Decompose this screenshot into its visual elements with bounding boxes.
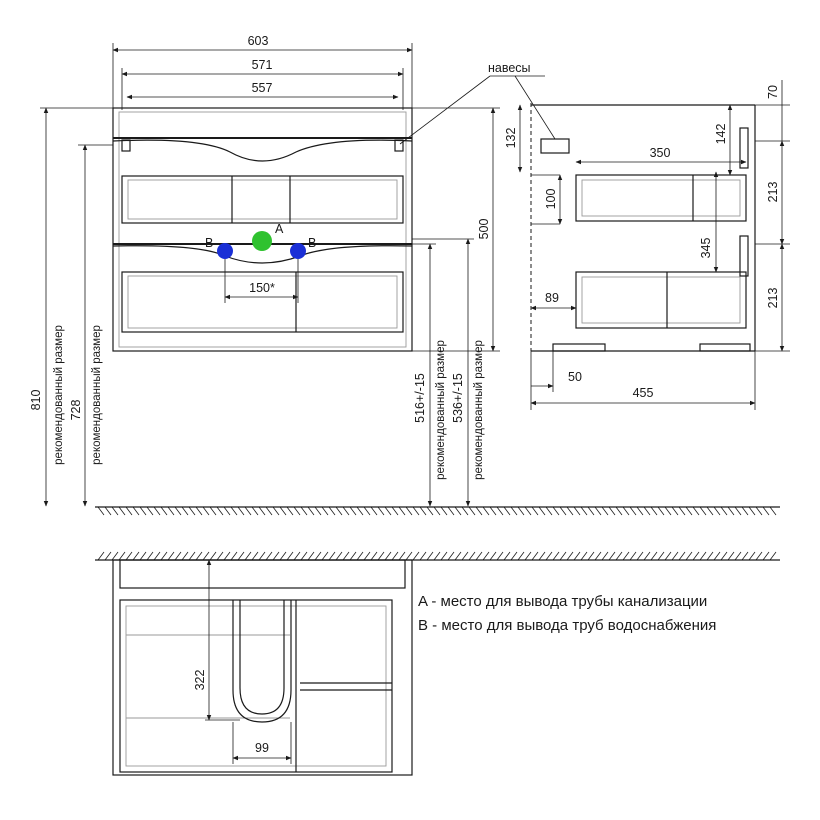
hatch-stroke <box>203 552 209 560</box>
hatch-stroke <box>343 507 349 515</box>
side-foot <box>553 344 605 351</box>
hatch-stroke <box>203 507 209 515</box>
hatch-stroke <box>441 552 447 560</box>
recommended-text-3: рекомендованный размер <box>435 340 447 480</box>
hatch-stroke <box>644 507 650 515</box>
hatch-stroke <box>140 507 146 515</box>
hatch-stroke <box>700 507 706 515</box>
hatch-stroke <box>147 552 153 560</box>
hatch-stroke <box>427 507 433 515</box>
hatch-stroke <box>567 552 573 560</box>
hatch-stroke <box>672 552 678 560</box>
hatch-stroke <box>196 507 202 515</box>
hatch-stroke <box>126 552 132 560</box>
hatch-stroke <box>476 552 482 560</box>
hatch-stroke <box>525 507 531 515</box>
hatch-stroke <box>294 552 300 560</box>
hatch-stroke <box>756 507 762 515</box>
dim-142-text: 142 <box>714 123 728 145</box>
hatch-stroke <box>399 552 405 560</box>
dim-150-text: 150* <box>249 281 275 295</box>
hatch-stroke <box>455 552 461 560</box>
hatch-stroke <box>280 507 286 515</box>
hatch-stroke <box>637 507 643 515</box>
hatch-stroke <box>567 507 573 515</box>
hatch-stroke <box>371 552 377 560</box>
hatch-stroke <box>574 507 580 515</box>
hatch-stroke <box>364 507 370 515</box>
hatch-stroke <box>630 552 636 560</box>
hatch-stroke <box>217 552 223 560</box>
hatch-stroke <box>105 507 111 515</box>
hatch-stroke <box>602 552 608 560</box>
hatch-stroke <box>154 507 160 515</box>
hatch-stroke <box>273 507 279 515</box>
hatch-stroke <box>770 507 776 515</box>
right-dimensions <box>412 239 485 506</box>
dim-350-text: 350 <box>649 146 671 160</box>
hatch-stroke <box>161 552 167 560</box>
dim-100-text: 100 <box>544 188 558 210</box>
hatch-stroke <box>413 552 419 560</box>
hatch-stroke <box>560 507 566 515</box>
hatch-stroke <box>196 552 202 560</box>
dim-516-text: 516+/-15 <box>413 373 427 423</box>
hatch-stroke <box>644 552 650 560</box>
hatch-stroke <box>665 552 671 560</box>
side-foot <box>700 344 750 351</box>
hatch-stroke <box>315 552 321 560</box>
hatch-stroke <box>168 552 174 560</box>
hatch-stroke <box>266 507 272 515</box>
dim-213-bottom-text: 213 <box>766 287 780 309</box>
marker-b-left-label: B <box>205 236 214 250</box>
dim-99-text: 99 <box>255 741 269 755</box>
hatch-stroke <box>245 552 251 560</box>
hatch-stroke <box>336 507 342 515</box>
dim-728-text: 728 <box>69 399 83 421</box>
hatch-stroke <box>280 552 286 560</box>
hatch-stroke <box>224 552 230 560</box>
hinge-box <box>541 139 569 153</box>
hatch-stroke <box>161 507 167 515</box>
legend-line-b: B - место для вывода труб водоснабжения <box>418 617 717 634</box>
hatch-stroke <box>560 552 566 560</box>
hatch-stroke <box>490 552 496 560</box>
hatch-stroke <box>714 507 720 515</box>
hatch-stroke <box>686 552 692 560</box>
recommended-text-4: рекомендованный размер <box>473 340 485 480</box>
basin-curve <box>113 140 412 161</box>
hatch-stroke <box>154 552 160 560</box>
hatch-stroke <box>763 507 769 515</box>
floor-hatching <box>98 507 776 515</box>
hatch-stroke <box>763 552 769 560</box>
hatch-stroke <box>259 507 265 515</box>
hatch-stroke <box>378 552 384 560</box>
floor-line <box>95 507 780 515</box>
siphon-cutout-inner <box>240 600 284 714</box>
hatch-stroke <box>595 552 601 560</box>
hatch-stroke <box>462 552 468 560</box>
dim-132-text: 132 <box>504 127 518 149</box>
hatch-stroke <box>112 507 118 515</box>
hatch-stroke <box>322 552 328 560</box>
side-upper-drawer <box>576 175 746 221</box>
hatch-stroke <box>119 552 125 560</box>
hatch-stroke <box>259 552 265 560</box>
dim-455-text: 455 <box>632 386 654 400</box>
hatch-stroke <box>455 507 461 515</box>
hatch-stroke <box>350 552 356 560</box>
hatch-stroke <box>581 552 587 560</box>
hatch-stroke <box>497 507 503 515</box>
hinge-left <box>122 140 130 151</box>
hatch-stroke <box>406 507 412 515</box>
marker-a-label: A <box>275 222 284 236</box>
hatch-stroke <box>315 507 321 515</box>
hatch-stroke <box>441 507 447 515</box>
hatch-stroke <box>336 552 342 560</box>
hatch-stroke <box>448 507 454 515</box>
hatch-stroke <box>98 507 104 515</box>
hatch-stroke <box>679 507 685 515</box>
hatch-stroke <box>742 507 748 515</box>
marker-b-left-dot <box>217 243 233 259</box>
hatch-stroke <box>357 552 363 560</box>
hatch-stroke <box>588 507 594 515</box>
hatch-stroke <box>546 552 552 560</box>
hatch-stroke <box>364 552 370 560</box>
hatch-stroke <box>343 552 349 560</box>
hatch-stroke <box>434 552 440 560</box>
leader-line <box>400 76 490 144</box>
hatch-stroke <box>224 507 230 515</box>
hatch-stroke <box>532 507 538 515</box>
side-handle <box>740 236 748 276</box>
hatch-stroke <box>189 552 195 560</box>
hatch-stroke <box>133 507 139 515</box>
hatch-stroke <box>413 507 419 515</box>
hatch-stroke <box>182 507 188 515</box>
hatch-stroke <box>700 552 706 560</box>
hatch-stroke <box>728 507 734 515</box>
hatch-stroke <box>392 552 398 560</box>
hatch-stroke <box>252 507 258 515</box>
hatch-stroke <box>308 552 314 560</box>
bottom-top-section <box>120 560 405 588</box>
hatch-stroke <box>497 552 503 560</box>
hatch-stroke <box>735 507 741 515</box>
side-lower-drawer <box>576 272 746 328</box>
wall-hatching <box>98 552 776 560</box>
hatch-stroke <box>273 552 279 560</box>
hatch-stroke <box>518 507 524 515</box>
hatch-stroke <box>434 507 440 515</box>
siphon-cutout-outer <box>233 600 291 722</box>
hatch-stroke <box>595 507 601 515</box>
hinge-right <box>395 140 403 151</box>
left-dimensions <box>29 108 113 506</box>
hatch-stroke <box>721 552 727 560</box>
hatch-stroke <box>770 552 776 560</box>
hatch-stroke <box>168 507 174 515</box>
hatch-stroke <box>518 552 524 560</box>
cabinet-inner-outline <box>119 112 406 347</box>
hatch-stroke <box>371 507 377 515</box>
legend-line-a: A - место для вывода трубы канализации <box>418 593 708 610</box>
hatch-stroke <box>511 507 517 515</box>
hatch-stroke <box>469 552 475 560</box>
dim-89-text: 89 <box>545 291 559 305</box>
hatch-stroke <box>175 552 181 560</box>
hatch-stroke <box>714 552 720 560</box>
hatch-stroke <box>693 552 699 560</box>
hatch-stroke <box>511 552 517 560</box>
dim-571-text: 571 <box>251 58 273 72</box>
hatch-stroke <box>525 552 531 560</box>
hatch-stroke <box>287 552 293 560</box>
side-lower-drawer-inner <box>582 277 740 323</box>
hatch-stroke <box>609 507 615 515</box>
upper-drawer-inner <box>128 180 397 219</box>
recommended-text-1: рекомендованный размер <box>53 325 65 465</box>
hatch-stroke <box>427 552 433 560</box>
hatch-stroke <box>735 552 741 560</box>
hatch-stroke <box>504 507 510 515</box>
hatch-stroke <box>483 552 489 560</box>
cabinet-outline <box>113 108 412 351</box>
hatch-stroke <box>210 507 216 515</box>
hatch-stroke <box>483 507 489 515</box>
hatch-stroke <box>588 552 594 560</box>
hatch-stroke <box>609 552 615 560</box>
hatch-stroke <box>294 507 300 515</box>
hatch-stroke <box>728 552 734 560</box>
hatch-stroke <box>399 507 405 515</box>
dim-213-top-text: 213 <box>766 181 780 203</box>
hatch-stroke <box>329 552 335 560</box>
hatch-stroke <box>420 552 426 560</box>
hatch-stroke <box>490 507 496 515</box>
hatch-stroke <box>231 507 237 515</box>
hatch-stroke <box>147 507 153 515</box>
leader-line <box>515 76 555 139</box>
hatch-stroke <box>462 507 468 515</box>
hatch-stroke <box>329 507 335 515</box>
recommended-text-2: рекомендованный размер <box>91 325 103 465</box>
dim-603-text: 603 <box>247 34 269 48</box>
hatch-stroke <box>385 507 391 515</box>
hatch-stroke <box>721 507 727 515</box>
hatch-stroke <box>105 552 111 560</box>
hinges-label: навесы <box>488 61 531 75</box>
dim-70-text: 70 <box>766 85 780 99</box>
hatch-stroke <box>749 507 755 515</box>
marker-b-right-dot <box>290 243 306 259</box>
hatch-stroke <box>231 552 237 560</box>
hatch-stroke <box>553 507 559 515</box>
hatch-stroke <box>665 507 671 515</box>
dim-536-text: 536+/-15 <box>451 373 465 423</box>
hatch-stroke <box>616 552 622 560</box>
front-view <box>113 34 500 351</box>
hatch-stroke <box>133 552 139 560</box>
hatch-stroke <box>539 552 545 560</box>
marker-a-dot <box>252 231 272 251</box>
hatch-stroke <box>651 507 657 515</box>
hatch-stroke <box>630 507 636 515</box>
hatch-stroke <box>322 507 328 515</box>
hatch-stroke <box>287 507 293 515</box>
hatch-stroke <box>378 507 384 515</box>
hatch-stroke <box>469 507 475 515</box>
hatch-stroke <box>112 552 118 560</box>
hatch-stroke <box>658 507 664 515</box>
dim-345-text: 345 <box>699 237 713 259</box>
hatch-stroke <box>574 552 580 560</box>
hatch-stroke <box>420 507 426 515</box>
hatch-stroke <box>651 552 657 560</box>
hatch-stroke <box>476 507 482 515</box>
hatch-stroke <box>126 507 132 515</box>
dim-50-text: 50 <box>568 370 582 384</box>
legend <box>418 593 716 634</box>
hatch-stroke <box>581 507 587 515</box>
hatch-stroke <box>266 552 272 560</box>
hatch-stroke <box>175 507 181 515</box>
hatch-stroke <box>385 552 391 560</box>
hatch-stroke <box>392 507 398 515</box>
hatch-stroke <box>616 507 622 515</box>
hatch-stroke <box>210 552 216 560</box>
hatch-stroke <box>707 552 713 560</box>
dim-810-text: 810 <box>29 389 43 411</box>
hatch-stroke <box>546 507 552 515</box>
hatch-stroke <box>350 507 356 515</box>
hatch-stroke <box>504 552 510 560</box>
hatch-stroke <box>308 507 314 515</box>
hatch-stroke <box>301 552 307 560</box>
hatch-stroke <box>686 507 692 515</box>
hatch-stroke <box>448 552 454 560</box>
hatch-stroke <box>119 507 125 515</box>
hatch-stroke <box>756 552 762 560</box>
hatch-stroke <box>217 507 223 515</box>
hatch-stroke <box>679 552 685 560</box>
hatch-stroke <box>672 507 678 515</box>
hatch-stroke <box>182 552 188 560</box>
hatch-stroke <box>623 552 629 560</box>
hatch-stroke <box>406 552 412 560</box>
hatch-stroke <box>742 552 748 560</box>
hatch-stroke <box>252 552 258 560</box>
hatch-stroke <box>623 507 629 515</box>
dim-557-text: 557 <box>251 81 273 95</box>
hatch-stroke <box>602 507 608 515</box>
hatch-stroke <box>707 507 713 515</box>
hatch-stroke <box>98 552 104 560</box>
upper-drawer <box>122 176 403 223</box>
hatch-stroke <box>693 507 699 515</box>
hatch-stroke <box>238 507 244 515</box>
hatch-stroke <box>532 552 538 560</box>
side-view <box>400 61 790 410</box>
dim-500-text: 500 <box>477 218 491 240</box>
hatch-stroke <box>637 552 643 560</box>
hatch-stroke <box>749 552 755 560</box>
hatch-stroke <box>658 552 664 560</box>
hatch-stroke <box>301 507 307 515</box>
hatch-stroke <box>539 507 545 515</box>
marker-b-right-label: B <box>308 236 317 250</box>
hatch-stroke <box>238 552 244 560</box>
hatch-stroke <box>245 507 251 515</box>
hatch-stroke <box>189 507 195 515</box>
hatch-stroke <box>553 552 559 560</box>
hatch-stroke <box>357 507 363 515</box>
dim-322-text: 322 <box>193 669 207 691</box>
hatch-stroke <box>140 552 146 560</box>
bottom-view <box>95 552 780 775</box>
